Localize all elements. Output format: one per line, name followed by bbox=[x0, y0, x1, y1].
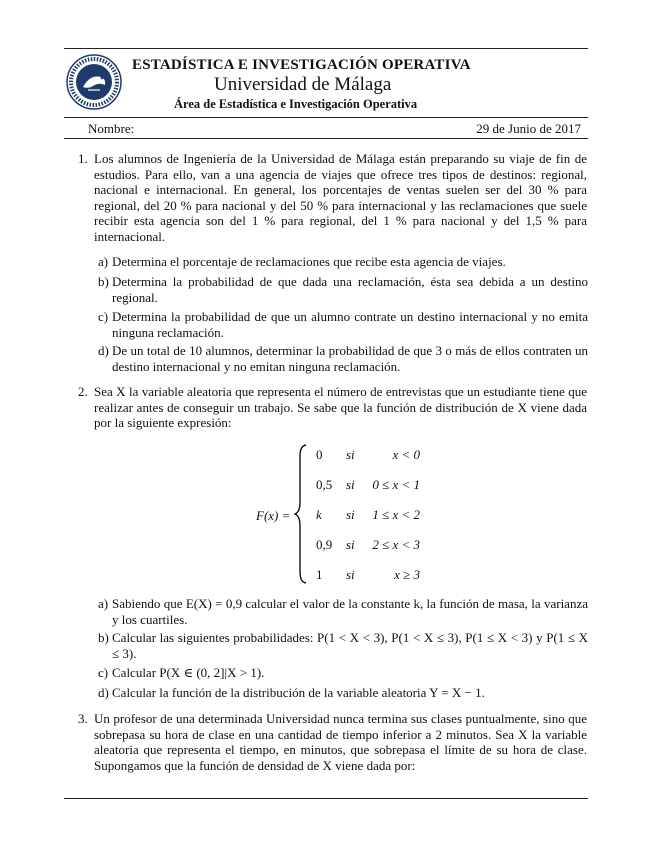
case-5-si: si bbox=[346, 567, 355, 582]
case-2-condition: 0 ≤ x < 1 bbox=[372, 477, 420, 492]
course-title: ESTADÍSTICA E INVESTIGACIÓN OPERATIVA bbox=[132, 57, 471, 73]
university-name: Universidad de Málaga bbox=[214, 74, 392, 95]
q1-item-d-label: d) bbox=[98, 343, 109, 358]
top-rule bbox=[64, 48, 588, 49]
q2-item-c-label: c) bbox=[98, 665, 109, 680]
q2-item-b-text: Calcular las siguientes probabilidades: P(1 < X < 3), P(1 < X ≤ 3), P(1 ≤ X < 3) y P(1 ≤ X ≤ 3). bbox=[112, 630, 588, 661]
q2-item-d-text: Calcular la función de la distribución de la variable aleatoria Y = X − 1. bbox=[112, 685, 485, 700]
function-name: F(x) = bbox=[256, 508, 291, 523]
q1-item-a-label: a) bbox=[98, 254, 109, 269]
case-1-value: 0 bbox=[316, 447, 323, 462]
name-rule bbox=[64, 138, 588, 139]
case-4-condition: 2 ≤ x < 3 bbox=[372, 537, 420, 552]
case-5-value: 1 bbox=[316, 567, 323, 582]
q1-item-d-text: De un total de 10 alumnos, determinar la probabilidad de que 3 o más de ellos contraten un destino internacional y no emitan ninguna reclamación. bbox=[112, 343, 588, 374]
case-3-condition: 1 ≤ x < 2 bbox=[372, 507, 420, 522]
area-name: Área de Estadística e Investigación Operativa bbox=[174, 97, 418, 111]
university-seal-logo bbox=[66, 54, 122, 110]
case-3-value: k bbox=[316, 507, 322, 522]
question-2-number: 2. bbox=[78, 384, 88, 399]
q1-item-a-text: Determina el porcentaje de reclamaciones que recibe esta agencia de viajes. bbox=[112, 254, 506, 269]
question-3-text: Un profesor de una determinada Universidad nunca termina sus clases puntualmente, sino que sobrepasa su hora de clase en una cantidad de tiempo inferior a 2 minutos. Sea X la variable aleatoria que representa el tiempo, en minutos, que sobrepasa el límite de su hora de clase. Supongamos que la función de densidad de X viene dada por: bbox=[94, 711, 587, 773]
q1-item-b-text: Determina la probabilidad de que dada una reclamación, ésta sea debida a un destino regional. bbox=[112, 274, 588, 305]
case-4-value: 0,9 bbox=[316, 537, 333, 552]
q1-item-c-text: Determina la probabilidad de que un alumno contrate un destino internacional y no emita ninguna reclamación. bbox=[112, 309, 588, 340]
question-3-number: 3. bbox=[78, 711, 88, 726]
q2-item-d-label: d) bbox=[98, 685, 109, 700]
case-3-si: si bbox=[346, 507, 355, 522]
q2-item-a-label: a) bbox=[98, 596, 109, 611]
exam-date: 29 de Junio de 2017 bbox=[476, 121, 581, 136]
case-2-si: si bbox=[346, 477, 355, 492]
q1-item-c-label: c) bbox=[98, 309, 109, 324]
q2-item-a-text: Sabiendo que E(X) = 0,9 calcular el valor de la constante k, la función de masa, la varianza y los cuartiles. bbox=[112, 596, 588, 627]
name-label: Nombre: bbox=[88, 121, 135, 136]
case-4-si: si bbox=[346, 537, 355, 552]
bottom-rule bbox=[64, 798, 588, 799]
case-1-condition: x < 0 bbox=[392, 447, 420, 462]
question-1-number: 1. bbox=[78, 151, 88, 166]
header-rule bbox=[64, 117, 588, 118]
q2-item-b-label: b) bbox=[98, 630, 109, 645]
q1-item-b-label: b) bbox=[98, 274, 109, 289]
left-brace bbox=[294, 444, 308, 584]
case-2-value: 0,5 bbox=[316, 477, 333, 492]
case-1-si: si bbox=[346, 447, 355, 462]
case-5-condition: x ≥ 3 bbox=[394, 567, 420, 582]
q2-item-c-text: Calcular P(X ∈ (0, 2]|X > 1). bbox=[112, 665, 265, 680]
question-1-text: Los alumnos de Ingeniería de la Universidad de Málaga están preparando su viaje de fin de estudios. Para ello, van a una agencia de viajes que ofrece tres tipos de destinos: regional, nacional e internacional. En general, los porcentajes de ventas suelen ser del 30 % para regional, del 20 % para nacional y del 50 % para internacional y las reclamaciones que suele recibir esta agencia son del 1 % para regional, del 1 % para nacional y del 1,5 % para internacional. bbox=[94, 151, 587, 244]
question-2-text: Sea X la variable aleatoria que representa el número de entrevistas que un estudiante tiene que realizar antes de conseguir un trabajo. Se sabe que la función de distribución de X viene dada por la siguiente expresión: bbox=[94, 384, 587, 431]
